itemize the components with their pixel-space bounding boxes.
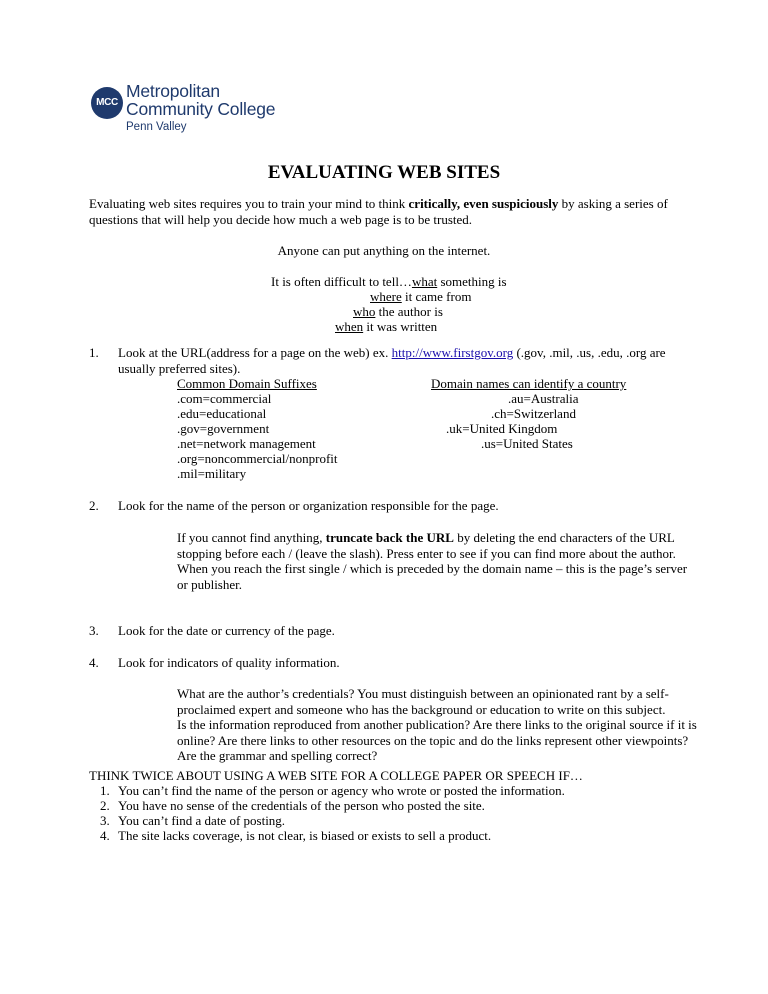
mcc-badge-icon: MCC <box>91 87 123 119</box>
difficult-where: where <box>370 289 402 304</box>
difficult-line-4 <box>335 319 437 335</box>
item-1-number: 1. <box>89 345 99 360</box>
difficult-line-1 <box>271 274 507 290</box>
intro-text-bold: critically, even suspiciously <box>408 196 559 211</box>
difficult-who-rest: the author is <box>375 304 443 319</box>
difficult-line-2 <box>370 289 471 305</box>
think-item-number: 1. <box>100 783 110 798</box>
logo-text-line1: Metropolitan <box>126 81 220 101</box>
intro-text-after: by asking a series of questions that will help you decide how much a web page is to be trusted. <box>89 196 668 227</box>
college-logo <box>91 70 291 140</box>
item-1-text <box>118 345 698 376</box>
suffix-item: .com=commercial <box>177 391 272 406</box>
think-item-text: You have no sense of the credentials of the person who posted the site. <box>118 798 485 813</box>
country-item: .uk=United Kingdom <box>446 421 558 436</box>
difficult-when: when <box>335 319 364 334</box>
item-1-text-after: (.gov, .mil, .us, .edu, .org are usually preferred sites). <box>118 345 666 376</box>
suffix-item: .org=noncommercial/nonprofit <box>177 451 338 466</box>
logo-text-line3: Penn Valley <box>126 121 187 133</box>
suffix-item: .net=network management <box>177 436 316 451</box>
country-item: .us=United States <box>481 436 573 451</box>
country-header: Domain names can identify a country <box>431 376 627 391</box>
firstgov-link[interactable]: http://www.firstgov.org <box>391 345 514 360</box>
country-item: .au=Australia <box>508 391 579 406</box>
item-1-text-before: Look at the URL(address for a page on the web) ex. <box>118 345 392 360</box>
item-4-text: Look for indicators of quality information. <box>118 655 340 670</box>
item-4-paragraph: Are the grammar and spelling correct? <box>177 748 378 763</box>
difficult-what-rest: something is <box>437 274 507 289</box>
suffix-item: .gov=government <box>177 421 270 436</box>
think-item-number: 4. <box>100 828 110 843</box>
difficult-when-rest: it was written <box>363 319 438 334</box>
item-2-number: 2. <box>89 498 99 513</box>
item-2-text: Look for the name of the person or organization responsible for the page. <box>118 498 499 513</box>
logo-text-line2: Community College <box>126 99 276 119</box>
think-item-text: You can’t find the name of the person or agency who wrote or posted the information. <box>118 783 565 798</box>
think-twice-heading: THINK TWICE ABOUT USING A WEB SITE FOR A COLLEGE PAPER OR SPEECH IF… <box>89 768 583 783</box>
think-item-text: The site lacks coverage, is not clear, is biased or exists to sell a product. <box>118 828 492 843</box>
item-3-text: Look for the date or currency of the page. <box>118 623 335 638</box>
item-4-number: 4. <box>89 655 99 670</box>
think-item-number: 2. <box>100 798 110 813</box>
suffix-item: .edu=educational <box>177 406 267 421</box>
intro-text-before: Evaluating web sites requires you to train your mind to think <box>89 196 409 211</box>
item-2-detail-before: If you cannot find anything, <box>177 530 326 545</box>
anyone-statement: Anyone can put anything on the internet. <box>277 243 491 258</box>
intro-paragraph <box>89 196 689 227</box>
item-2-detail-after: by deleting the end characters of the URL stopping before each / (leave the slash). Press enter to see if you can find more about the author. When you reach the first single / which is preceded by the domain name – this is the page’s server or publisher. <box>177 530 688 592</box>
think-item-text: You can’t find a date of posting. <box>118 813 286 828</box>
difficult-where-rest: it came from <box>401 289 472 304</box>
item-4-paragraph: Is the information reproduced from another publication? Are there links to the original source if it is online? Are there links to other resources on the topic and do the links represent other viewpoints? <box>177 717 697 748</box>
item-2-detail-bold: truncate back the URL <box>325 530 454 545</box>
item-4-detail <box>177 686 697 764</box>
suffix-item: .mil=military <box>177 466 247 481</box>
country-item: .ch=Switzerland <box>491 406 576 421</box>
item-3-number: 3. <box>89 623 99 638</box>
page-title: EVALUATING WEB SITES <box>267 162 501 183</box>
item-2-detail <box>177 530 697 592</box>
think-item-number: 3. <box>100 813 110 828</box>
item-4-paragraph: What are the author’s credentials? You must distinguish between an opinionated rant by a self-proclaimed expert and someone who has the background or education to write on this subject. <box>177 686 669 717</box>
difficult-what: what <box>411 274 438 289</box>
suffix-header: Common Domain Suffixes <box>177 376 317 391</box>
difficult-who: who <box>353 304 376 319</box>
difficult-lead: It is often difficult to tell… <box>271 274 412 289</box>
difficult-line-3 <box>353 304 443 320</box>
